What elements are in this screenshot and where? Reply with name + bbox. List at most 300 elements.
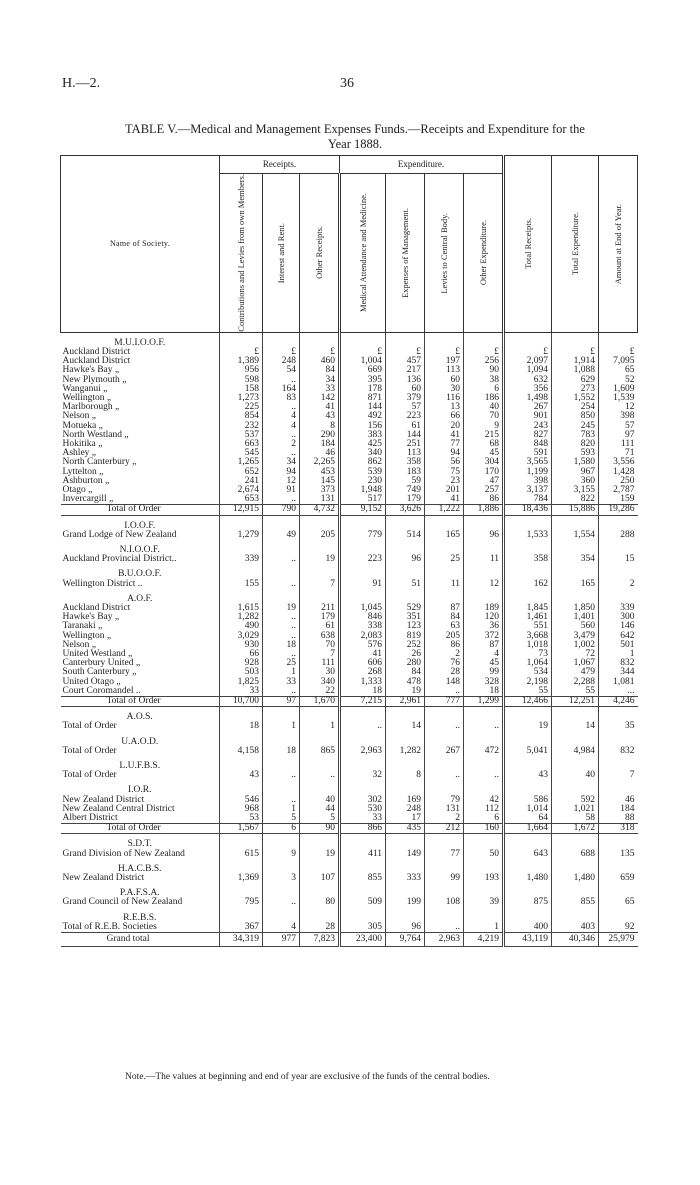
value-cell: 99 — [464, 668, 504, 677]
value-cell: 160 — [464, 824, 504, 834]
empty-cell — [425, 732, 464, 747]
value-cell: 40 — [464, 403, 504, 412]
value-cell: 7,823 — [300, 933, 340, 947]
empty-cell — [504, 515, 552, 531]
value-cell: 142 — [300, 394, 340, 403]
row-label: Auckland District — [62, 602, 131, 613]
value-cell: 43 — [504, 771, 552, 780]
value-cell: 17 — [386, 814, 425, 824]
empty-cell — [425, 540, 464, 555]
value-cell: 517 — [340, 495, 386, 505]
empty-cell — [552, 515, 599, 531]
value-cell: 96 — [464, 531, 504, 540]
value-cell: 871 — [340, 394, 386, 403]
empty-cell — [425, 515, 464, 531]
empty-cell — [263, 564, 300, 579]
society-header-row — [61, 589, 638, 604]
value-cell: 111 — [599, 440, 638, 449]
row-label: North Canterbury „ — [62, 457, 137, 468]
col-interest-header: Interest and Rent. — [263, 174, 300, 333]
value-cell: 19 — [300, 850, 340, 859]
society-name: U.A.O.D. — [121, 736, 159, 747]
value-cell: 9,764 — [386, 933, 425, 947]
value-cell: 77 — [425, 440, 464, 449]
value-cell: 68 — [464, 440, 504, 449]
value-cell: 1,299 — [464, 697, 504, 707]
value-cell: £ — [425, 348, 464, 357]
value-cell: .. — [263, 796, 300, 805]
value-cell: 854 — [220, 412, 263, 421]
value-cell: 25,979 — [599, 933, 638, 947]
value-cell: 501 — [599, 641, 638, 650]
page-number: 36 — [340, 76, 354, 91]
value-cell: 12,915 — [220, 505, 263, 515]
empty-cell — [464, 859, 504, 874]
empty-cell — [340, 540, 386, 555]
table-footnote: Note.—The values at beginning and end of year are exclusive of the funds of the central bodies. — [125, 1072, 490, 1082]
table-row — [61, 440, 638, 449]
value-cell: 606 — [340, 659, 386, 668]
value-cell: 40,346 — [552, 933, 599, 947]
value-cell: 46 — [599, 796, 638, 805]
value-cell: 593 — [552, 449, 599, 458]
value-cell: 158 — [220, 385, 263, 394]
empty-cell — [386, 908, 425, 923]
value-cell: 40 — [552, 771, 599, 780]
value-cell: 1,567 — [220, 824, 263, 834]
value-cell: 1 — [263, 668, 300, 677]
empty-cell — [300, 908, 340, 923]
empty-cell — [300, 332, 340, 348]
value-cell: 111 — [300, 659, 340, 668]
empty-cell — [552, 589, 599, 604]
value-cell: £ — [386, 348, 425, 357]
table-row — [61, 641, 638, 650]
row-label: Otago „ — [62, 484, 93, 495]
value-cell: 1,825 — [220, 678, 263, 687]
row-label: Total of Order — [61, 824, 220, 834]
empty-cell — [220, 707, 263, 723]
value-cell: 90 — [464, 366, 504, 375]
row-label: Wellington District .. — [62, 578, 143, 589]
row-label: Grand Council of New Zealand — [62, 897, 183, 908]
value-cell: 217 — [386, 366, 425, 375]
table-row — [61, 604, 638, 613]
value-cell: 96 — [386, 555, 425, 564]
value-cell: 560 — [552, 622, 599, 631]
value-cell: 848 — [504, 440, 552, 449]
value-cell: 12 — [464, 580, 504, 589]
value-cell: .. — [263, 898, 300, 907]
value-cell: 113 — [425, 366, 464, 375]
empty-cell — [464, 707, 504, 723]
value-cell: 479 — [552, 668, 599, 677]
value-cell: 66 — [425, 412, 464, 421]
value-cell: 33 — [340, 814, 386, 824]
value-cell: 267 — [425, 747, 464, 756]
value-cell: 47 — [464, 477, 504, 486]
empty-cell — [425, 589, 464, 604]
table-row — [61, 771, 638, 780]
col-medical-header: Medical Attendance and Medicine. — [340, 174, 386, 333]
value-cell: 70 — [464, 412, 504, 421]
row-label: New Zealand District — [62, 873, 145, 884]
table-row — [61, 850, 638, 859]
value-cell: 33 — [263, 678, 300, 687]
empty-cell — [425, 780, 464, 795]
value-cell: 305 — [340, 923, 386, 933]
value-cell: 96 — [386, 923, 425, 933]
empty-cell — [263, 515, 300, 531]
empty-cell — [220, 589, 263, 604]
value-cell: .. — [263, 622, 300, 631]
value-cell: 2 — [599, 580, 638, 589]
value-cell: 59 — [386, 477, 425, 486]
value-cell: 318 — [599, 824, 638, 834]
value-cell: 116 — [425, 394, 464, 403]
row-label: Auckland District — [62, 356, 131, 367]
value-cell: 28 — [425, 668, 464, 677]
empty-cell — [504, 564, 552, 579]
society-header-row — [61, 732, 638, 747]
value-cell: 40 — [300, 796, 340, 805]
value-cell: 1 — [599, 650, 638, 659]
value-cell: 61 — [300, 622, 340, 631]
value-cell: 9 — [464, 422, 504, 431]
value-cell: 232 — [220, 422, 263, 431]
value-cell: 197 — [425, 357, 464, 366]
row-label: Grand Lodge of New Zealand — [62, 529, 177, 540]
empty-cell — [386, 883, 425, 898]
empty-cell — [386, 732, 425, 747]
value-cell: 5 — [300, 814, 340, 824]
value-cell: 1,886 — [464, 505, 504, 515]
value-cell: 822 — [552, 495, 599, 505]
value-cell: £ — [263, 348, 300, 357]
value-cell: .. — [425, 771, 464, 780]
value-cell: 26 — [386, 650, 425, 659]
value-cell: 1,389 — [220, 357, 263, 366]
value-cell: 1,199 — [504, 468, 552, 477]
value-cell: 87 — [425, 604, 464, 613]
empty-cell — [386, 540, 425, 555]
value-cell: 4 — [263, 923, 300, 933]
value-cell: 968 — [220, 805, 263, 814]
empty-cell — [599, 707, 638, 723]
value-cell: 42 — [464, 796, 504, 805]
value-cell: 1,672 — [552, 824, 599, 834]
value-cell: 372 — [464, 632, 504, 641]
empty-cell — [220, 780, 263, 795]
value-cell: 8 — [386, 771, 425, 780]
value-cell: 2 — [425, 650, 464, 659]
empty-cell — [552, 859, 599, 874]
empty-cell — [504, 908, 552, 923]
col-other-expenditure-header: Other Expenditure. — [464, 174, 504, 333]
value-cell: 4,219 — [464, 933, 504, 947]
value-cell: 356 — [504, 385, 552, 394]
value-cell: 2 — [425, 814, 464, 824]
row-label: North Westland „ — [62, 429, 129, 440]
row-label: Ashley „ — [62, 448, 97, 459]
value-cell: 57 — [386, 403, 425, 412]
empty-cell — [340, 707, 386, 723]
value-cell: 23 — [425, 477, 464, 486]
value-cell: 18 — [263, 641, 300, 650]
value-cell: 184 — [599, 805, 638, 814]
empty-cell — [340, 859, 386, 874]
value-cell: 84 — [300, 366, 340, 375]
row-label: Canterbury United „ — [62, 658, 141, 669]
value-cell: 14 — [552, 722, 599, 731]
value-cell: 149 — [386, 850, 425, 859]
value-cell: 1,067 — [552, 659, 599, 668]
empty-cell — [504, 707, 552, 723]
empty-cell — [263, 707, 300, 723]
value-cell: 33 — [220, 687, 263, 697]
society-name: L.U.F.B.S. — [119, 761, 161, 772]
value-cell: 2,961 — [386, 697, 425, 707]
table-row — [61, 650, 638, 659]
empty-cell — [504, 540, 552, 555]
value-cell: 1,282 — [386, 747, 425, 756]
value-cell: 155 — [220, 580, 263, 589]
value-cell: 178 — [340, 385, 386, 394]
value-cell: 784 — [504, 495, 552, 505]
value-cell: 45 — [464, 659, 504, 668]
empty-cell — [425, 834, 464, 850]
value-cell: 58 — [552, 814, 599, 824]
value-cell: 41 — [340, 650, 386, 659]
value-cell: 51 — [386, 580, 425, 589]
value-cell: 4,246 — [599, 697, 638, 707]
value-cell: 1,018 — [504, 641, 552, 650]
value-cell: 344 — [599, 668, 638, 677]
table-row — [61, 412, 638, 421]
empty-cell — [340, 908, 386, 923]
value-cell: 2,083 — [340, 632, 386, 641]
society-name: M.U.I.O.O.F. — [114, 337, 166, 348]
table-row — [61, 376, 638, 385]
row-label: Invercargill „ — [62, 494, 114, 505]
value-cell: £ — [340, 348, 386, 357]
empty-cell — [300, 564, 340, 579]
value-cell: 97 — [263, 697, 300, 707]
value-cell: 3 — [263, 874, 300, 883]
value-cell: 44 — [300, 805, 340, 814]
value-cell: 131 — [425, 805, 464, 814]
empty-cell — [386, 332, 425, 348]
row-label: Total of Order — [62, 745, 117, 756]
value-cell: 91 — [340, 580, 386, 589]
value-cell: 169 — [386, 796, 425, 805]
value-cell: 248 — [386, 805, 425, 814]
value-cell: 52 — [599, 376, 638, 385]
value-cell: 164 — [263, 385, 300, 394]
value-cell: 1,282 — [220, 613, 263, 622]
value-cell: 928 — [220, 659, 263, 668]
col-total-receipts-header: Total Receipts. — [504, 156, 552, 333]
value-cell: £ — [599, 348, 638, 357]
value-cell: 1,333 — [340, 678, 386, 687]
order-total-row — [61, 505, 638, 515]
value-cell: 165 — [425, 531, 464, 540]
empty-cell — [300, 515, 340, 531]
empty-cell — [464, 834, 504, 850]
value-cell: 189 — [464, 604, 504, 613]
row-label: Court Coromandel .. — [62, 685, 141, 696]
value-cell: 534 — [504, 668, 552, 677]
value-cell: 383 — [340, 431, 386, 440]
value-cell: 55 — [504, 687, 552, 697]
value-cell: 1,914 — [552, 357, 599, 366]
value-cell: 367 — [220, 923, 263, 933]
empty-cell — [464, 515, 504, 531]
value-cell: 230 — [340, 477, 386, 486]
value-cell: 32 — [340, 771, 386, 780]
empty-cell — [340, 732, 386, 747]
empty-cell — [552, 332, 599, 348]
empty-cell — [263, 589, 300, 604]
value-cell: 248 — [263, 357, 300, 366]
empty-cell — [599, 908, 638, 923]
value-cell: 411 — [340, 850, 386, 859]
value-cell: 3,479 — [552, 632, 599, 641]
empty-cell — [340, 834, 386, 850]
value-cell: 652 — [220, 468, 263, 477]
empty-cell — [220, 908, 263, 923]
value-cell: 18 — [263, 747, 300, 756]
empty-cell — [386, 515, 425, 531]
value-cell: 460 — [300, 357, 340, 366]
row-label: Albert District — [62, 813, 118, 824]
value-cell: 43 — [300, 412, 340, 421]
value-cell: 1,480 — [504, 874, 552, 883]
row-label: Auckland Provincial District.. — [62, 554, 177, 565]
society-name: I.O.R. — [128, 785, 152, 796]
value-cell: 34 — [263, 458, 300, 467]
empty-cell — [300, 780, 340, 795]
value-cell: 25 — [263, 659, 300, 668]
value-cell: 1,552 — [552, 394, 599, 403]
value-cell: 832 — [599, 747, 638, 756]
row-label: Total of Order — [61, 505, 220, 515]
value-cell: 9,152 — [340, 505, 386, 515]
value-cell: 551 — [504, 622, 552, 631]
society-header-row — [61, 540, 638, 555]
value-cell: 1,064 — [504, 659, 552, 668]
value-cell: 19,286 — [599, 505, 638, 515]
empty-cell — [220, 332, 263, 348]
value-cell: 184 — [300, 440, 340, 449]
empty-cell — [504, 589, 552, 604]
empty-cell — [263, 756, 300, 771]
table-row — [61, 874, 638, 883]
table-row — [61, 431, 638, 440]
value-cell: 3,626 — [386, 505, 425, 515]
empty-cell — [552, 780, 599, 795]
value-cell: 257 — [464, 486, 504, 495]
empty-cell — [386, 707, 425, 723]
value-cell: 14 — [386, 722, 425, 731]
value-cell: 256 — [464, 357, 504, 366]
value-cell: 43 — [220, 771, 263, 780]
value-cell: 79 — [425, 796, 464, 805]
empty-cell — [425, 883, 464, 898]
table-row — [61, 422, 638, 431]
empty-cell — [300, 859, 340, 874]
empty-cell — [599, 564, 638, 579]
value-cell: 49 — [263, 531, 300, 540]
value-cell: 4 — [263, 412, 300, 421]
empty-cell — [464, 589, 504, 604]
value-cell: 34 — [300, 376, 340, 385]
value-cell: 10,700 — [220, 697, 263, 707]
value-cell: 1,002 — [552, 641, 599, 650]
value-cell: 1,850 — [552, 604, 599, 613]
value-cell: 144 — [340, 403, 386, 412]
value-cell: 112 — [464, 805, 504, 814]
row-label: Total of Order — [62, 770, 117, 781]
value-cell: 15 — [599, 555, 638, 564]
value-cell: £ — [300, 348, 340, 357]
value-cell: 379 — [386, 394, 425, 403]
value-cell: .. — [425, 722, 464, 731]
value-cell: 338 — [340, 622, 386, 631]
value-cell: 41 — [425, 495, 464, 505]
value-cell: 586 — [504, 796, 552, 805]
empty-cell — [220, 564, 263, 579]
value-cell: .. — [425, 923, 464, 933]
society-name: N.I.O.O.F. — [119, 544, 160, 555]
value-cell: 136 — [386, 376, 425, 385]
empty-cell — [552, 908, 599, 923]
value-cell: £ — [504, 348, 552, 357]
society-name: I.O.O.F. — [124, 520, 156, 531]
value-cell: 225 — [220, 403, 263, 412]
value-cell: .. — [263, 555, 300, 564]
value-cell: 4,732 — [300, 505, 340, 515]
value-cell: 832 — [599, 659, 638, 668]
value-cell: 537 — [220, 431, 263, 440]
value-cell: 54 — [263, 366, 300, 375]
society-name: H.A.C.B.S. — [117, 863, 162, 874]
value-cell: .. — [263, 650, 300, 659]
empty-cell — [464, 332, 504, 348]
empty-cell — [425, 859, 464, 874]
society-header-row — [61, 859, 638, 874]
value-cell: 300 — [599, 613, 638, 622]
value-cell: 659 — [599, 874, 638, 883]
value-cell: £ — [552, 348, 599, 357]
value-cell: .. — [425, 687, 464, 697]
value-cell: 13 — [425, 403, 464, 412]
value-cell: 749 — [386, 486, 425, 495]
value-cell: 193 — [464, 874, 504, 883]
value-cell: 819 — [386, 632, 425, 641]
value-cell: 2,288 — [552, 678, 599, 687]
table-row — [61, 613, 638, 622]
row-label: New Zealand Central District — [62, 803, 175, 814]
value-cell: 1,461 — [504, 613, 552, 622]
value-cell: 360 — [552, 477, 599, 486]
empty-cell — [599, 883, 638, 898]
col-management-header: Expenses of Management. — [386, 174, 425, 333]
value-cell: 12 — [263, 477, 300, 486]
value-cell: 41 — [300, 403, 340, 412]
value-cell: 15,886 — [552, 505, 599, 515]
table-row — [61, 458, 638, 467]
